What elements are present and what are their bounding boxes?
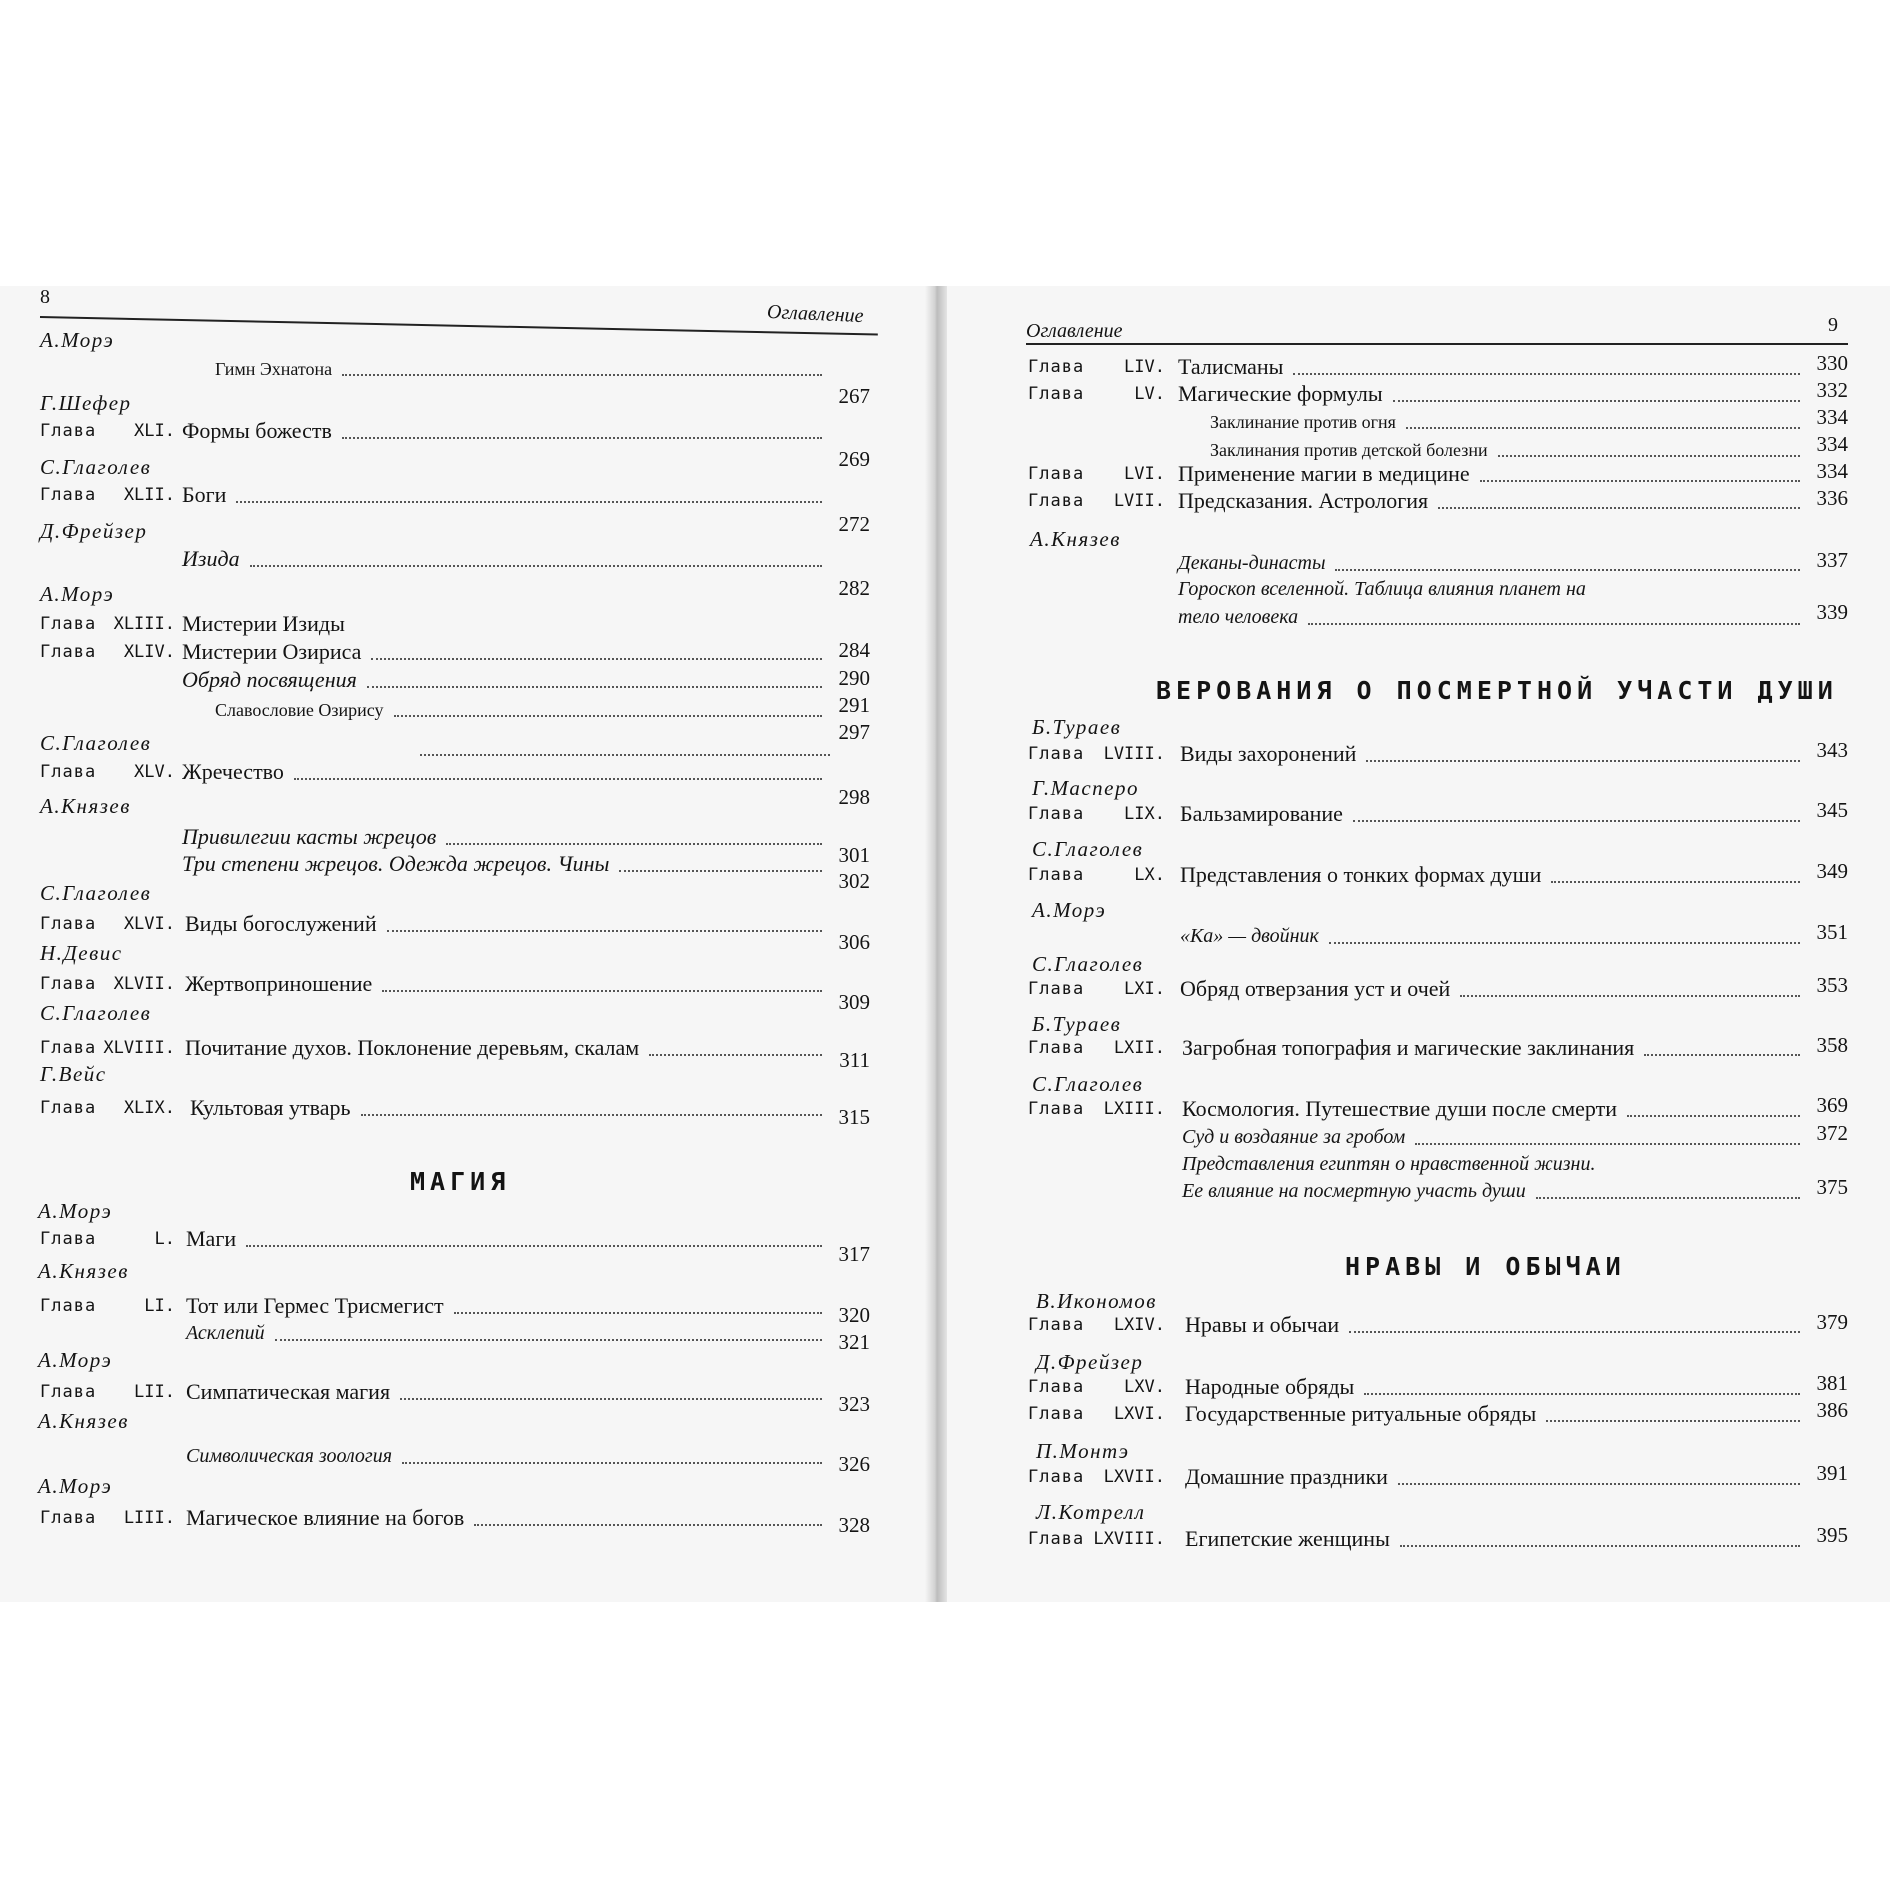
page-ref: 320 [838, 1303, 870, 1327]
page-ref: 339 [1816, 600, 1848, 624]
author-name: С.Глаголев [1032, 952, 1144, 976]
entry-title: тело человека [1178, 606, 1299, 628]
chapter-number: LXII. [1113, 1038, 1165, 1058]
chapter-number: LVIII. [1103, 744, 1165, 764]
page-ref: 321 [838, 1330, 870, 1354]
dot-leader [1627, 1114, 1800, 1117]
page-ref: 372 [1816, 1121, 1848, 1145]
dot-leader [394, 714, 822, 717]
chapter-label: Глава [40, 642, 97, 662]
page-ref: 345 [1816, 798, 1848, 822]
dot-leader [1415, 1142, 1800, 1145]
entry-title: Славословие Озирису [215, 700, 384, 720]
running-head-left: Оглавление [766, 300, 864, 328]
chapter-label: Глава [1028, 1315, 1085, 1335]
chapter-number: LXVI. [1113, 1404, 1165, 1424]
chapter-number: XLI. [134, 421, 175, 441]
entry-title: Магическое влияние на богов [186, 1505, 465, 1530]
chapter-number: LXIII. [1103, 1099, 1165, 1119]
dot-leader [400, 1397, 822, 1400]
dot-leader [454, 1311, 822, 1314]
dot-leader [1349, 1330, 1800, 1333]
chapter-number: LXVII. [1103, 1467, 1165, 1487]
dot-leader [1480, 479, 1800, 482]
page-ref: 267 [838, 384, 870, 408]
entry-title: Мистерии Изиды [182, 611, 345, 636]
header-rule-right [1026, 343, 1848, 345]
page-ref: 351 [1816, 920, 1848, 944]
author-name: Д.Фрейзер [1036, 1350, 1144, 1374]
author-name: А.Князев [1030, 527, 1121, 551]
entry-title: Космология. Путешествие души после смерти [1182, 1096, 1618, 1121]
chapter-label: Глава [40, 914, 97, 934]
entry-title: Жречество [182, 759, 284, 784]
author-name: Б.Тураев [1032, 1012, 1122, 1036]
dot-leader [367, 685, 822, 688]
dot-leader [420, 753, 830, 756]
page-ref: 353 [1816, 973, 1848, 997]
page-ref: 395 [1816, 1523, 1848, 1547]
chapter-label: Глава [1028, 1467, 1085, 1487]
author-name: С.Глаголев [40, 881, 152, 905]
page-ref: 337 [1816, 548, 1848, 572]
entry-title: Обряд посвящения [182, 667, 357, 692]
author-name: С.Глаголев [40, 455, 152, 479]
page-ref: 311 [839, 1048, 870, 1072]
page-ref: 297 [838, 720, 870, 744]
chapter-label: Глава [1028, 384, 1085, 404]
entry-title: Предсказания. Астрология [1178, 488, 1429, 513]
page-ref: 379 [1816, 1310, 1848, 1334]
chapter-label: Глава [1028, 979, 1085, 999]
chapter-label: Глава [40, 1382, 97, 1402]
book-gutter [925, 286, 947, 1602]
chapter-number: LVI. [1124, 464, 1165, 484]
page-ref: 369 [1816, 1093, 1848, 1117]
entry-title: Боги [182, 482, 227, 507]
entry-title: Маги [186, 1226, 237, 1251]
author-name: А.Морэ [1032, 898, 1107, 922]
author-name: В.Икономов [1036, 1289, 1157, 1313]
entry-title: Применение магии в медицине [1178, 461, 1470, 486]
author-name: Д.Фрейзер [40, 519, 148, 543]
page-ref: 317 [838, 1242, 870, 1266]
dot-leader [1400, 1544, 1800, 1547]
chapter-number: LXV. [1124, 1377, 1165, 1397]
chapter-number: LV. [1134, 384, 1165, 404]
page-ref: 391 [1816, 1461, 1848, 1485]
section-heading: НРАВЫ И ОБЫЧАИ [1345, 1252, 1626, 1281]
page-ref: 334 [1816, 432, 1848, 456]
entry-title: Загробная топография и магические заклинания [1182, 1035, 1635, 1060]
page-ref: 302 [838, 869, 870, 893]
chapter-label: Глава [1028, 1377, 1085, 1397]
chapter-number: LI. [144, 1296, 175, 1316]
entry-title-line: Представления египтян о нравственной жизни. [1182, 1153, 1596, 1175]
dot-leader [1398, 1482, 1800, 1485]
dot-leader [342, 373, 822, 376]
chapter-label: Глава [1028, 744, 1085, 764]
author-name: А.Морэ [38, 1348, 113, 1372]
entry-title: Культовая утварь [190, 1095, 351, 1120]
author-name: С.Глаголев [40, 731, 152, 755]
page-ref: 358 [1816, 1033, 1848, 1057]
dot-leader [1335, 568, 1800, 571]
author-name: Г.Масперо [1032, 776, 1139, 800]
page-ref: 282 [838, 576, 870, 600]
dot-leader [1460, 994, 1800, 997]
chapter-label: Глава [40, 1038, 97, 1058]
dot-leader [402, 1461, 822, 1464]
chapter-number: LXVIII. [1093, 1529, 1165, 1549]
author-name: Г.Вейс [40, 1062, 107, 1086]
dot-leader [1364, 1392, 1800, 1395]
page-ref: 336 [1816, 486, 1848, 510]
dot-leader [342, 436, 822, 439]
chapter-label: Глава [1028, 491, 1085, 511]
page-ref: 386 [1816, 1398, 1848, 1422]
page-ref: 375 [1816, 1175, 1848, 1199]
dot-leader [1353, 819, 1800, 822]
chapter-number: LVII. [1113, 491, 1165, 511]
entry-title: Три степени жрецов. Одежда жрецов. Чины [182, 851, 610, 876]
chapter-label: Глава [40, 1229, 97, 1249]
section-heading: МАГИЯ [410, 1167, 511, 1196]
running-head-right: Оглавление [1026, 320, 1123, 342]
page-ref: 315 [838, 1105, 870, 1129]
dot-leader [649, 1053, 822, 1056]
entry-title: Представления о тонких формах души [1180, 862, 1542, 887]
chapter-label: Глава [1028, 357, 1085, 377]
entry-title: Тот или Гермес Трисмегист [186, 1293, 444, 1318]
page-ref: 343 [1816, 738, 1848, 762]
chapter-label: Глава [1028, 1038, 1085, 1058]
chapter-label: Глава [1028, 464, 1085, 484]
chapter-label: Глава [40, 762, 97, 782]
page-ref: 306 [838, 930, 870, 954]
dot-leader [1393, 399, 1800, 402]
dot-leader [1366, 759, 1800, 762]
author-name: Б.Тураев [1032, 715, 1122, 739]
entry-title: Формы божеств [182, 418, 332, 443]
chapter-number: LIX. [1124, 804, 1165, 824]
chapter-number: LXIV. [1113, 1315, 1165, 1335]
page-ref: 290 [838, 666, 870, 690]
dot-leader [382, 989, 822, 992]
page-ref: 284 [838, 638, 870, 662]
dot-leader [1546, 1419, 1800, 1422]
dot-leader [1498, 454, 1800, 457]
entry-title: Обряд отверзания уст и очей [1180, 976, 1451, 1001]
author-name: Н.Девис [40, 941, 123, 965]
page-ref: 309 [838, 990, 870, 1014]
chapter-number: XLIX. [123, 1098, 175, 1118]
entry-title: Символическая зоология [186, 1445, 393, 1467]
dot-leader [246, 1244, 822, 1247]
dot-leader [275, 1338, 822, 1341]
chapter-label: Глава [40, 421, 97, 441]
entry-title: Талисманы [1178, 354, 1284, 379]
entry-title: Изида [182, 546, 240, 571]
page-ref: 349 [1816, 859, 1848, 883]
dot-leader [371, 657, 822, 660]
dot-leader [1329, 941, 1800, 944]
author-name: А.Морэ [40, 328, 115, 352]
author-name: А.Князев [40, 794, 131, 818]
page-ref: 272 [838, 512, 870, 536]
entry-title: Симпатическая магия [186, 1379, 391, 1404]
chapter-label: Глава [40, 1508, 97, 1528]
chapter-label: Глава [40, 1296, 97, 1316]
page-ref: 301 [838, 843, 870, 867]
chapter-label: Глава [1028, 1099, 1085, 1119]
page-ref: 291 [838, 693, 870, 717]
chapter-number: LX. [1134, 865, 1165, 885]
chapter-label: Глава [1028, 1404, 1085, 1424]
chapter-number: XLVII. [113, 974, 175, 994]
entry-title: Суд и воздаяние за гробом [1182, 1126, 1406, 1148]
page-number-left: 8 [40, 286, 50, 308]
dot-leader [1406, 426, 1800, 429]
dot-leader [1308, 622, 1800, 625]
dot-leader [361, 1113, 822, 1116]
dot-leader [474, 1523, 822, 1526]
chapter-label: Глава [40, 974, 97, 994]
dot-leader [619, 869, 822, 872]
dot-leader [1551, 880, 1800, 883]
dot-leader [236, 500, 822, 503]
page-ref: 328 [838, 1513, 870, 1537]
author-name: А.Князев [38, 1409, 129, 1433]
author-name: С.Глаголев [1032, 1072, 1144, 1096]
page-ref: 269 [838, 447, 870, 471]
chapter-label: Глава [1028, 804, 1085, 824]
entry-title-line: Гороскоп вселенной. Таблица влияния планет на [1178, 578, 1586, 600]
dot-leader [294, 777, 822, 780]
dot-leader [1293, 372, 1800, 375]
entry-title: Почитание духов. Поклонение деревьям, скалам [185, 1035, 640, 1060]
entry-title: Привилегии касты жрецов [182, 824, 437, 849]
dot-leader [1644, 1053, 1800, 1056]
dot-leader [1438, 506, 1800, 509]
chapter-number: XLV. [134, 762, 175, 782]
page-ref: 323 [838, 1392, 870, 1416]
entry-title: Государственные ритуальные обряды [1185, 1401, 1537, 1426]
entry-title: Гимн Эхнатона [215, 359, 333, 379]
dot-leader [387, 929, 822, 932]
chapter-label: Глава [1028, 1529, 1085, 1549]
page-number-right: 9 [1828, 314, 1838, 336]
entry-title: Мистерии Озириса [182, 639, 362, 664]
entry-title: Деканы-династы [1178, 552, 1326, 574]
page-ref: 381 [1816, 1371, 1848, 1395]
dot-leader [1536, 1196, 1800, 1199]
entry-title: Виды захоронений [1180, 741, 1357, 766]
chapter-number: XLVI. [123, 914, 175, 934]
dot-leader [446, 842, 822, 845]
entry-title: Магические формулы [1178, 381, 1383, 406]
page-ref: 326 [838, 1452, 870, 1476]
page-ref: 332 [1816, 378, 1848, 402]
entry-title: Нравы и обычаи [1185, 1312, 1340, 1337]
author-name: Г.Шефер [40, 391, 132, 415]
chapter-label: Глава [40, 614, 97, 634]
entry-title: Виды богослужений [185, 911, 377, 936]
left-page [0, 286, 935, 1602]
entry-title: Египетские женщины [1185, 1526, 1390, 1551]
dot-leader [250, 564, 822, 567]
page-ref: 298 [838, 785, 870, 809]
author-name: С.Глаголев [40, 1001, 152, 1025]
chapter-label: Глава [1028, 865, 1085, 885]
entry-title: Заклинания против детской болезни [1210, 440, 1488, 460]
author-name: Л.Котрелл [1036, 1500, 1146, 1524]
chapter-number: XLIII. [113, 614, 175, 634]
chapter-number: LXI. [1124, 979, 1165, 999]
chapter-number: LII. [134, 1382, 175, 1402]
entry-title: Бальзамирование [1180, 801, 1343, 826]
entry-title: Ее влияние на посмертную участь души [1182, 1180, 1526, 1202]
page-ref: 334 [1816, 459, 1848, 483]
chapter-number: XLIV. [123, 642, 175, 662]
entry-title: Домашние праздники [1185, 1464, 1388, 1489]
author-name: А.Морэ [38, 1474, 113, 1498]
chapter-number: XLVIII. [103, 1038, 175, 1058]
chapter-label: Глава [40, 485, 97, 505]
chapter-number: LIV. [1124, 357, 1165, 377]
chapter-number: L. [154, 1229, 175, 1249]
entry-title: Жертвоприношение [185, 971, 373, 996]
entry-title: Народные обряды [1185, 1374, 1355, 1399]
entry-title: Заклинание против огня [1210, 412, 1396, 432]
section-heading: ВЕРОВАНИЯ О ПОСМЕРТНОЙ УЧАСТИ ДУШИ [1156, 676, 1838, 705]
chapter-label: Глава [40, 1098, 97, 1118]
entry-title: «Ка» — двойник [1180, 925, 1319, 947]
author-name: А.Морэ [40, 582, 115, 606]
chapter-number: XLII. [123, 485, 175, 505]
author-name: П.Монтэ [1036, 1439, 1130, 1463]
author-name: С.Глаголев [1032, 837, 1144, 861]
author-name: А.Морэ [38, 1199, 113, 1223]
page-ref: 330 [1816, 351, 1848, 375]
entry-title: Асклепий [186, 1322, 265, 1344]
page-ref: 334 [1816, 405, 1848, 429]
chapter-number: LIII. [123, 1508, 175, 1528]
author-name: А.Князев [38, 1259, 129, 1283]
